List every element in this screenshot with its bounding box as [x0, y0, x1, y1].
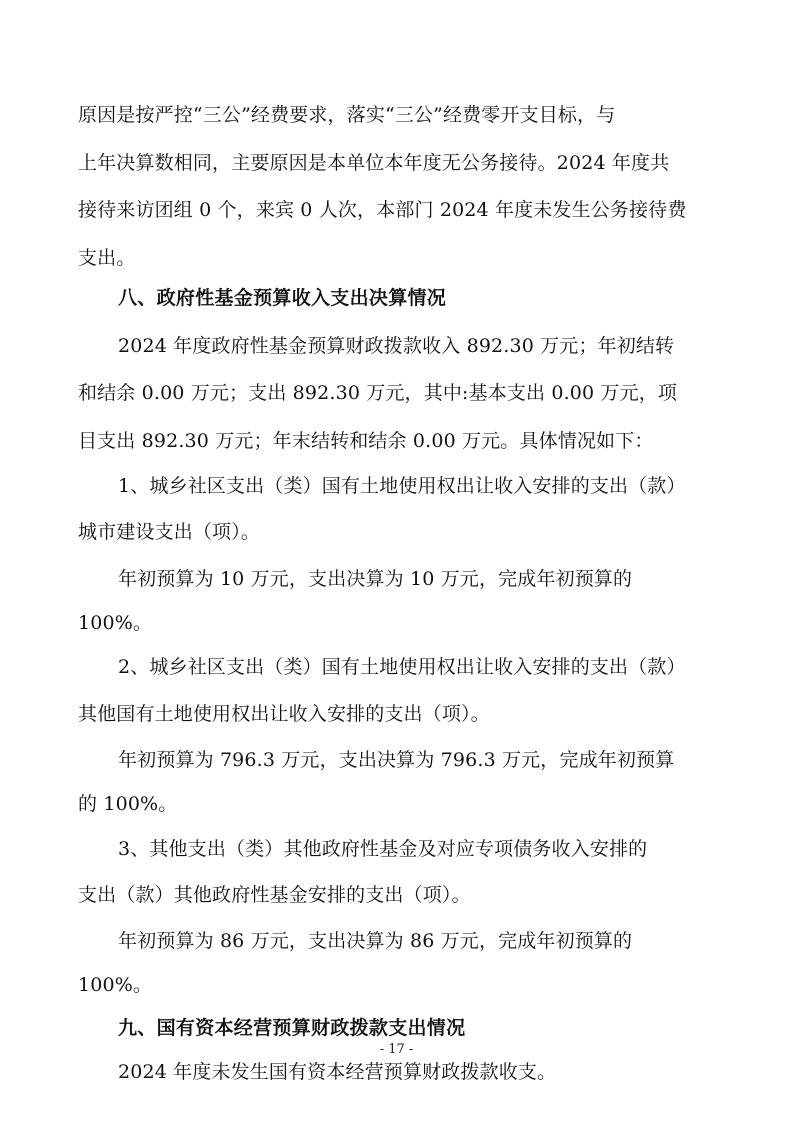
- body-line-9: 年初预算为 10 万元，支出决算为 10 万元，完成年初预算的: [118, 568, 633, 590]
- body-line-1: 原因是按严控“三公”经费要求，落实“三公”经费零开支目标，与: [78, 104, 616, 126]
- body-line-17: 2024 年度未发生国有资本经营预算财政拨款收支。: [118, 1061, 557, 1083]
- body-line-3: 接待来访团组 0 个，来宾 0 人次，本部门 2024 年度未发生公务接待费: [78, 199, 687, 221]
- body-line-11: 其他国有土地使用权出让收入安排的支出（项）。: [78, 703, 490, 725]
- item-line-2: 2、城乡社区支出（类）国有土地使用权出让收入安排的支出（款）: [118, 656, 686, 678]
- item-line-1: 1、城乡社区支出（类）国有土地使用权出让收入安排的支出（款）: [118, 475, 686, 497]
- body-line-6: 和结余 0.00 万元；支出 892.30 万元，其中:基本支出 0.00 万元，项: [78, 382, 678, 404]
- body-line-13: 的 100%。: [78, 793, 178, 815]
- body-line-8: 城市建设支出（项）。: [78, 521, 261, 543]
- body-line-2: 上年决算数相同，主要原因是本单位本年度无公务接待。2024 年度共: [78, 152, 670, 174]
- body-line-5: 2024 年度政府性基金预算财政拨款收入 892.30 万元；年初结转: [118, 335, 675, 357]
- item-line-3: 3、其他支出（类）其他政府性基金及对应专项债务收入安排的: [118, 838, 648, 860]
- body-line-4: 支出。: [78, 247, 136, 269]
- body-line-7: 目支出 892.30 万元；年末结转和结余 0.00 万元。具体情况如下：: [78, 430, 654, 452]
- body-line-14: 支出（款）其他政府性基金安排的支出（项）。: [78, 884, 471, 906]
- body-line-10: 100%。: [78, 612, 153, 634]
- section-heading-8: 八、政府性基金预算收入支出决算情况: [118, 287, 447, 309]
- body-line-16: 100%。: [78, 974, 153, 996]
- page-number: - 17 -: [379, 1042, 414, 1057]
- body-line-12: 年初预算为 796.3 万元，支出决算为 796.3 万元，完成年初预算: [118, 749, 675, 771]
- body-line-15: 年初预算为 86 万元，支出决算为 86 万元，完成年初预算的: [118, 930, 633, 952]
- section-heading-9: 九、国有资本经营预算财政拨款支出情况: [118, 1017, 466, 1039]
